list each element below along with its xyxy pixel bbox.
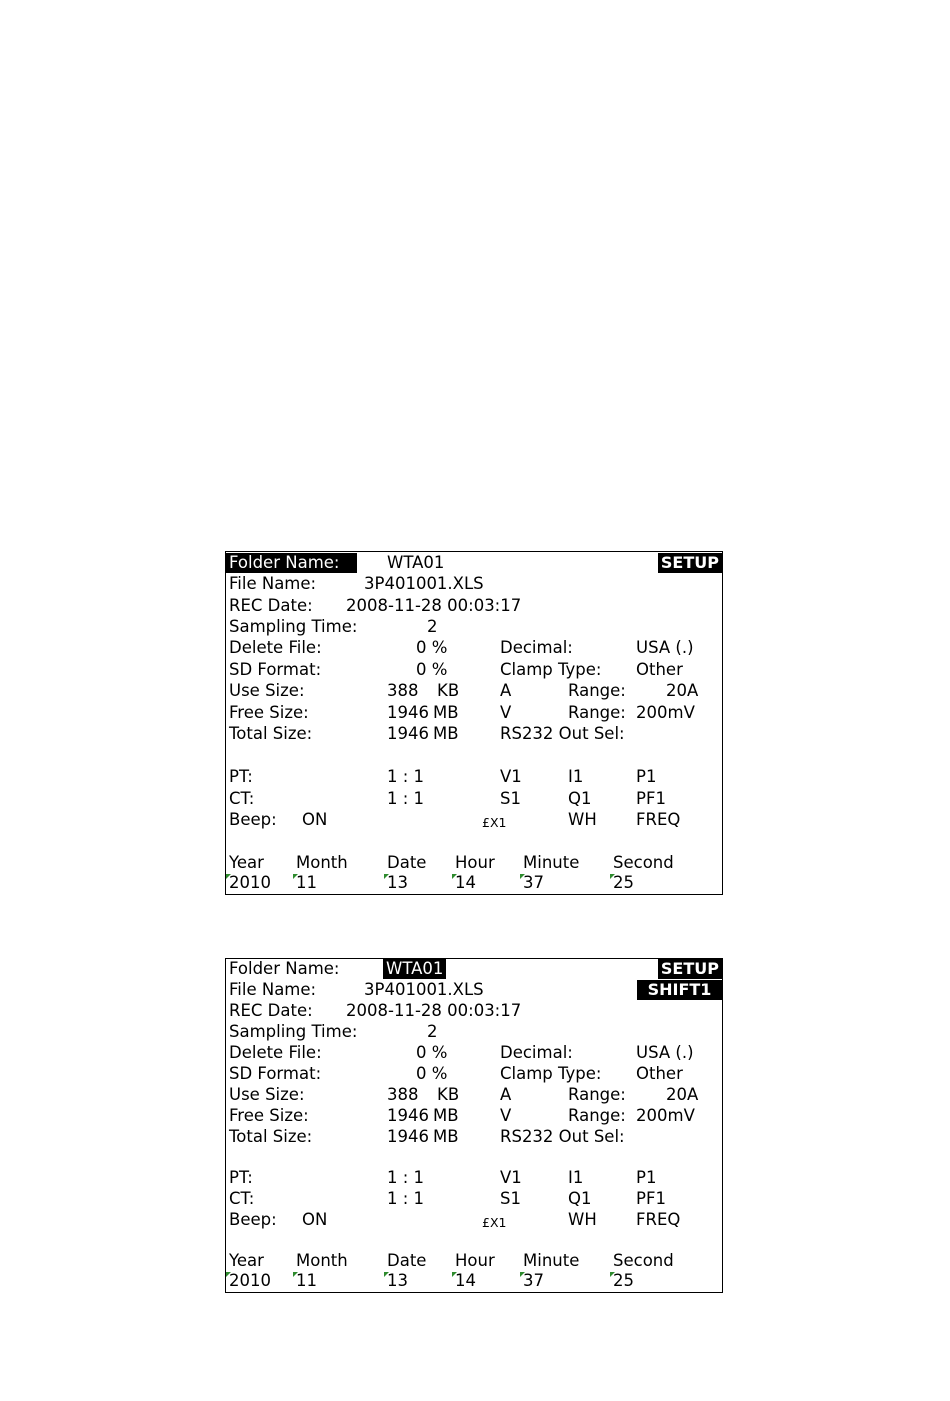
voltage-range-label: Range:: [568, 703, 626, 722]
rs232-option-i1[interactable]: I1: [568, 767, 584, 786]
clock-minute-value[interactable]: 37: [523, 1271, 544, 1290]
delete-file-label: Delete File:: [229, 1043, 322, 1062]
total-size-label: Total Size:: [229, 1127, 313, 1146]
rs232-option-pf1[interactable]: PF1: [636, 789, 666, 808]
free-size-unit: MB: [433, 703, 459, 722]
current-label: A: [500, 681, 512, 700]
sd-format-value[interactable]: 0 %: [416, 660, 448, 679]
sd-format-label: SD Format:: [229, 1064, 322, 1083]
rs232-option-q1[interactable]: Q1: [568, 1189, 592, 1208]
rs232-option-wh[interactable]: WH: [568, 1210, 597, 1229]
clock-date-value[interactable]: 13: [387, 873, 408, 892]
free-size-label: Free Size:: [229, 703, 309, 722]
use-size-value: 388: [387, 1085, 419, 1104]
rs232-out-sel-label: RS232 Out Sel:: [500, 1127, 625, 1146]
total-size-label: Total Size:: [229, 724, 313, 743]
free-size-value: 1946: [387, 703, 429, 722]
sampling-time-value[interactable]: 2: [427, 1022, 438, 1041]
delete-file-value[interactable]: 0 %: [416, 638, 448, 657]
rec-date-label: REC Date:: [229, 1001, 313, 1020]
sampling-time-label: Sampling Time:: [229, 617, 358, 636]
clock-second-label: Second: [613, 1251, 674, 1270]
file-name-label: File Name:: [229, 574, 317, 593]
total-size-unit: MB: [433, 1127, 459, 1146]
decimal-value[interactable]: USA (.): [636, 638, 694, 657]
beep-value[interactable]: ON: [302, 1210, 328, 1229]
rs232-option-s1[interactable]: S1: [500, 1189, 521, 1208]
clock-second-value[interactable]: 25: [613, 873, 634, 892]
free-size-label: Free Size:: [229, 1106, 309, 1125]
shift1-badge: SHIFT1: [637, 980, 722, 1000]
clock-hour-label: Hour: [455, 1251, 495, 1270]
current-label: A: [500, 1085, 512, 1104]
clock-second-value[interactable]: 25: [613, 1271, 634, 1290]
current-range-label: Range:: [568, 1085, 626, 1104]
clock-year-label: Year: [229, 853, 264, 872]
clock-hour-label: Hour: [455, 853, 495, 872]
clamp-type-value[interactable]: Other: [636, 1064, 683, 1083]
rs232-out-sel-label: RS232 Out Sel:: [500, 724, 625, 743]
rec-date-label: REC Date:: [229, 596, 313, 615]
file-name-value[interactable]: 3P401001.XLS: [364, 980, 484, 999]
voltage-range-label: Range:: [568, 1106, 626, 1125]
clock-month-label: Month: [296, 1251, 348, 1270]
rs232-option-v1[interactable]: V1: [500, 767, 522, 786]
ct-value[interactable]: 1 : 1: [387, 1189, 425, 1208]
clock-minute-label: Minute: [523, 1251, 580, 1270]
sd-format-label: SD Format:: [229, 660, 322, 679]
clock-minute-value[interactable]: 37: [523, 873, 544, 892]
use-size-label: Use Size:: [229, 1085, 305, 1104]
clock-year-value[interactable]: 2010: [229, 873, 271, 892]
rs232-option-v1[interactable]: V1: [500, 1168, 522, 1187]
beep-value[interactable]: ON: [302, 810, 328, 829]
clock-date-label: Date: [387, 1251, 427, 1270]
rs232-option-q1[interactable]: Q1: [568, 789, 592, 808]
folder-name-value[interactable]: WTA01: [387, 553, 445, 572]
setup-screen-2: [225, 958, 723, 1293]
rs232-option-pf1[interactable]: PF1: [636, 1189, 666, 1208]
clock-hour-value[interactable]: 14: [455, 1271, 476, 1290]
delete-file-value[interactable]: 0 %: [416, 1043, 448, 1062]
clamp-type-label: Clamp Type:: [500, 1064, 602, 1083]
rs232-option-p1[interactable]: P1: [636, 1168, 657, 1187]
rs232-option-wh[interactable]: WH: [568, 810, 597, 829]
use-size-label: Use Size:: [229, 681, 305, 700]
rs232-option-s1[interactable]: S1: [500, 789, 521, 808]
use-size-unit: KB: [437, 1085, 460, 1104]
rs232-option-sx1[interactable]: £X1: [482, 1215, 507, 1230]
clock-hour-value[interactable]: 14: [455, 873, 476, 892]
clock-month-label: Month: [296, 853, 348, 872]
sampling-time-label: Sampling Time:: [229, 1022, 358, 1041]
voltage-range-value[interactable]: 200mV: [636, 1106, 695, 1125]
voltage-label: V: [500, 703, 512, 722]
pt-value[interactable]: 1 : 1: [387, 767, 425, 786]
clock-date-value[interactable]: 13: [387, 1271, 408, 1290]
current-range-value[interactable]: 20A: [666, 681, 699, 700]
rs232-option-p1[interactable]: P1: [636, 767, 657, 786]
clamp-type-value[interactable]: Other: [636, 660, 683, 679]
use-size-value: 388: [387, 681, 419, 700]
free-size-value: 1946: [387, 1106, 429, 1125]
total-size-unit: MB: [433, 724, 459, 743]
clock-year-label: Year: [229, 1251, 264, 1270]
clock-year-value[interactable]: 2010: [229, 1271, 271, 1290]
setup-screen-1: [225, 551, 723, 895]
folder-name-label: Folder Name:: [226, 553, 357, 573]
sampling-time-value[interactable]: 2: [427, 617, 438, 636]
rs232-option-freq[interactable]: FREQ: [636, 810, 681, 829]
current-range-value[interactable]: 20A: [666, 1085, 699, 1104]
sd-format-value[interactable]: 0 %: [416, 1064, 448, 1083]
use-size-unit: KB: [437, 681, 460, 700]
clock-second-label: Second: [613, 853, 674, 872]
pt-value[interactable]: 1 : 1: [387, 1168, 425, 1187]
delete-file-label: Delete File:: [229, 638, 322, 657]
ct-label: CT:: [229, 789, 255, 808]
clamp-type-label: Clamp Type:: [500, 660, 602, 679]
clock-month-value[interactable]: 11: [296, 1271, 317, 1290]
free-size-unit: MB: [433, 1106, 459, 1125]
decimal-label: Decimal:: [500, 638, 573, 657]
decimal-label: Decimal:: [500, 1043, 573, 1062]
ct-value[interactable]: 1 : 1: [387, 789, 425, 808]
beep-label: Beep:: [229, 810, 277, 829]
current-range-label: Range:: [568, 681, 626, 700]
voltage-range-value[interactable]: 200mV: [636, 703, 695, 722]
folder-name-value[interactable]: WTA01: [383, 959, 446, 979]
rec-date-value: 2008-11-28 00:03:17: [346, 596, 522, 615]
file-name-value[interactable]: 3P401001.XLS: [364, 574, 484, 593]
pt-label: PT:: [229, 767, 253, 786]
total-size-value: 1946: [387, 1127, 429, 1146]
rs232-option-i1[interactable]: I1: [568, 1168, 584, 1187]
beep-label: Beep:: [229, 1210, 277, 1229]
voltage-label: V: [500, 1106, 512, 1125]
setup-badge: SETUP: [658, 553, 722, 573]
rec-date-value: 2008-11-28 00:03:17: [346, 1001, 522, 1020]
folder-name-label: Folder Name:: [229, 959, 340, 978]
setup-badge: SETUP: [658, 959, 722, 979]
rs232-option-freq[interactable]: FREQ: [636, 1210, 681, 1229]
pt-label: PT:: [229, 1168, 253, 1187]
decimal-value[interactable]: USA (.): [636, 1043, 694, 1062]
ct-label: CT:: [229, 1189, 255, 1208]
rs232-option-sx1[interactable]: £X1: [482, 815, 507, 830]
clock-minute-label: Minute: [523, 853, 580, 872]
clock-month-value[interactable]: 11: [296, 873, 317, 892]
total-size-value: 1946: [387, 724, 429, 743]
clock-date-label: Date: [387, 853, 427, 872]
file-name-label: File Name:: [229, 980, 317, 999]
